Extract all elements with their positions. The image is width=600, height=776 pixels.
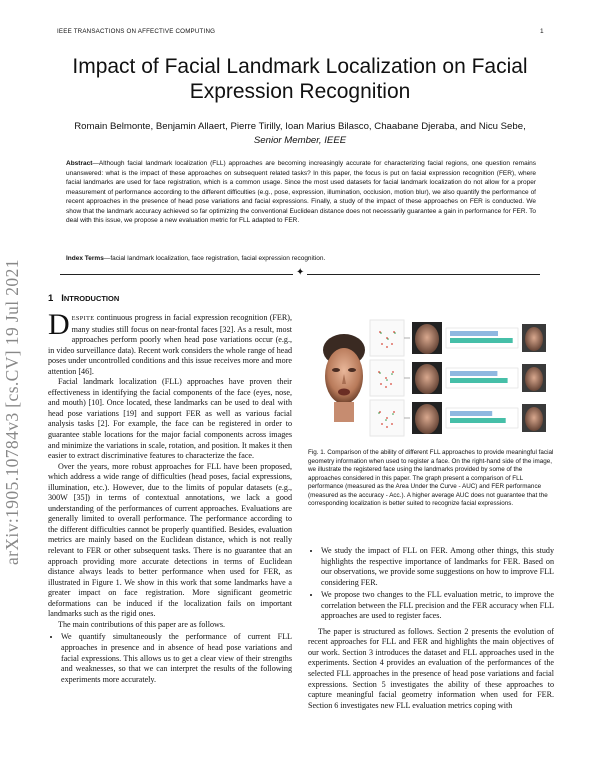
running-header-journal: IEEE TRANSACTIONS ON AFFECTIVE COMPUTING	[57, 28, 216, 35]
title-divider	[60, 267, 540, 278]
landmark-panels	[370, 320, 410, 436]
author-list	[60, 120, 540, 148]
acc-bar-3	[450, 418, 506, 423]
section-title-rest: NTRODUCTION	[63, 294, 120, 303]
section-title-first: I	[61, 293, 64, 304]
figure-caption: Fig. 1. Comparison of the ability of different FLL approaches to provide meaningful facial geometry information when used to register a face. On the right-hand side of the image, we illustrate the registered face using the landmarks provided by some of the approaches considered in this paper. The graph present a comparison of FLL performance (measured as the Area Under the Curve - AUC) and FER performance (measured as the accuracy - Acc.). A higher average AUC does not guarantee that the corresponding localization is better suited to recognize facial expressions.	[308, 449, 554, 507]
author-role: Senior Member, IEEE	[253, 135, 347, 146]
paper-title: Impact of Facial Landmark Localization on Facial Expression Recognition	[72, 55, 528, 103]
arxiv-stamp: arXiv:1905.10784v3 [cs.CV] 19 Jul 2021	[2, 259, 22, 565]
right-column	[308, 546, 554, 711]
face-photo	[322, 334, 366, 428]
auc-bar-1	[450, 331, 498, 336]
abstract-label: Abstract	[66, 160, 93, 167]
paragraph: Facial landmark localization (FLL) approaches have proven their effectiveness in identifying the facial components of the face (eyes, nose, and mouth) [10]. Once located, these landmarks can be used to deal with head pose variations [19] and support FER as well as various facial analysis tasks [2]. For example, the face can be registered in order to guarantee stable locations for the major facial components across images and minimize the variations in scale, rotation, and position. It makes it then easier to extract discriminative features to characterize the face.	[48, 377, 292, 461]
divider-ornament-icon: ✦	[293, 267, 307, 278]
figure-graphic	[322, 314, 548, 442]
left-column	[48, 308, 292, 687]
expression-thumbnails	[522, 324, 546, 432]
author-names: Romain Belmonte, Benjamin Allaert, Pierre Tirilly, Ioan Marius Bilasco, Chaabane Djeraba, and Nicu Sebe,	[74, 121, 526, 132]
index-terms-text: —facial landmark localization, face registration, facial expression recognition.	[103, 255, 326, 262]
index-terms-label: Index Terms	[66, 255, 104, 262]
section-heading	[48, 293, 119, 304]
auc-acc-charts	[446, 328, 518, 428]
abstract-text: —Although facial landmark localization (FLL) approaches are becoming increasingly accurate for characterizing facial regions, one question remains unanswered: what is the impact of these approaches on subsequent related tasks? In this paper, the focus is put on facial expression recognition (FER), where facial landmarks are used for face registration, which is a common usage. Since the most used datasets for facial landmark localization do not allow for a proper measurement of performance according to the different difficulties (e.g., pose, expression, illumination, occlusion, motion blur), we also quantify the performance of recent approaches in the presence of head pose variations and facial expressions. Finally, a study of the impact of these approaches on FER is conducted. We show that the landmark accuracy achieved so far optimizing the conventional Euclidean distance does not necessarily guarantee a gain in performance for FER. To deal with this issue, we propose a new evaluation metric for FLL adapted to FER.	[66, 160, 536, 224]
list-item: • We propose two changes to the FLL evaluation metric, to improve the correlation between the FLL precision and the FER accuracy when FLL approaches are used to register faces.	[321, 590, 554, 622]
list-item: • We quantify simultaneously the performance of current FLL approaches in presence and in absence of head pose variations and facial expressions. This allows us to get a clear view of their strengths and weaknesses, so that we can interpret the results of the following experiments more accurately.	[61, 632, 292, 685]
contribution-list-cont	[308, 546, 554, 622]
registered-faces	[412, 322, 442, 434]
auc-bar-2	[450, 371, 497, 376]
list-item: • We study the impact of FLL on FER. Among other things, this study highlights the respective importance of landmarks for FER. Based on our observations, we provide some suggestions on how to improve FLL considering FER.	[321, 546, 554, 588]
acc-bar-2	[450, 378, 508, 383]
paragraph-text: continuous progress in facial expression recognition (FER), many studies still focus on near-frontal faces [32]. As a result, most approaches perform poorly when head pose variations occur (e.g., in video surveillance data). Recent work considers the whole range of head poses under uncontrolled conditions and this issue receives more and more attention [46].	[48, 313, 292, 376]
figure-1	[322, 314, 548, 442]
paragraph: The paper is structured as follows. Section 2 presents the evolution of recent approaches for FLL and FER and highlights the main objectives of our work. Section 3 introduces the dataset and FLL approaches used in the experiments. Section 4 provides an evaluation of the performances of the selected FLL approaches in the presence of head pose variations and facial expressions. Section 5 investigates the ability of these approaches to capture meaningful facial geometry information when used for FER. Section 6 investigates new FLL evaluation metrics coping with	[308, 626, 554, 710]
dropcap: D	[48, 308, 70, 341]
auc-bar-3	[450, 411, 492, 416]
index-terms	[66, 254, 536, 264]
paragraph	[48, 308, 292, 377]
paragraph: Over the years, more robust approaches for FLL have been proposed, which address a wide range of difficulties (head poses, facial expressions, illumination, etc.). However, due to the limits of popular datasets (e.g., 300W [35]) in terms of contextual annotations, we lack a good understanding of the performances of current approaches. Evaluations are generally limited to overall performance. The performance according to the different difficulties cannot be properly quantified. Besides, evaluation metrics are mainly based on the Euclidean distance, which is not really relevant to FER or other subsequent tasks. There is no guarantee that an approach providing more accurate detections in terms of Euclidean distance always leads to better performance when used for FER, as illustrated in Figure 1. We show in this work that some landmarks have a greater impact on face registration. More significant geometric deformations can be induced if the localization fails on important landmarks such as the rigid ones.	[48, 461, 292, 619]
acc-bar-1	[450, 338, 513, 343]
contribution-list	[48, 632, 292, 685]
page-number: 1	[540, 28, 544, 35]
abstract	[66, 159, 536, 226]
capword: ESPITE	[71, 315, 95, 322]
paragraph: The main contributions of this paper are as follows.	[58, 619, 226, 629]
section-number: 1	[48, 293, 54, 304]
